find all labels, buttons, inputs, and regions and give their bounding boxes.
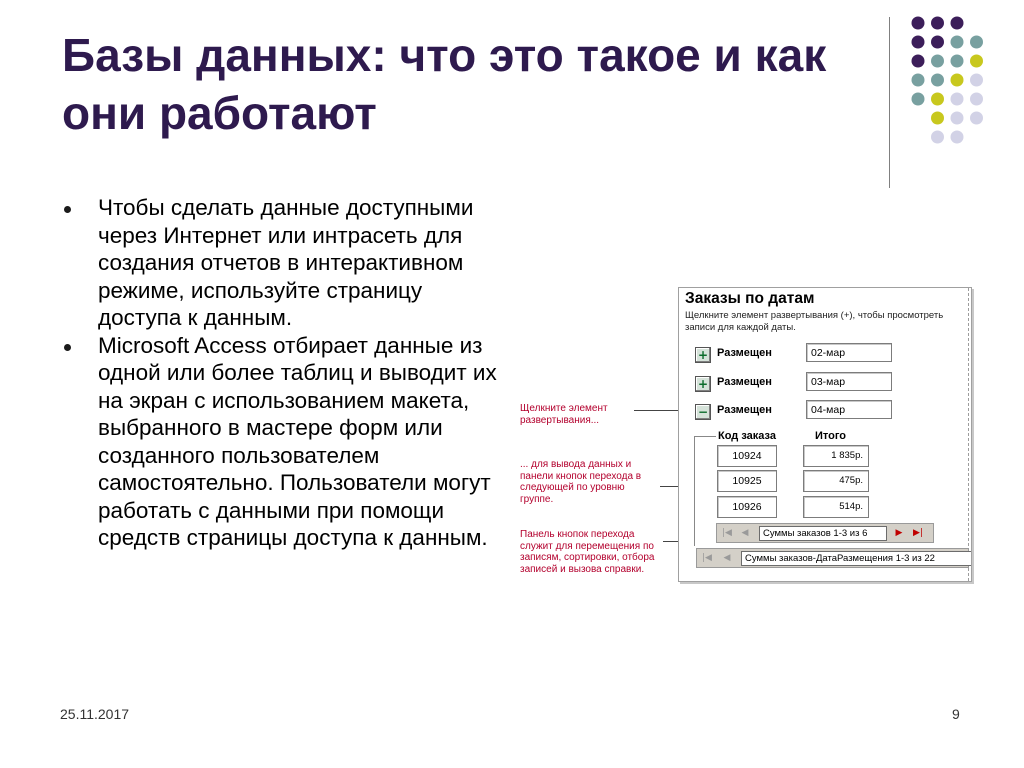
callout-inner-nav: ... для вывода данных и панели кнопок перехода в следующей по уровню группе. xyxy=(520,459,642,505)
expand-plus-icon[interactable]: + xyxy=(695,347,711,363)
group-label: Размещен xyxy=(717,376,772,388)
order-code-cell: 10925 xyxy=(717,470,777,492)
slide-page-number: 9 xyxy=(952,706,960,722)
previous-record-icon[interactable]: ◀ xyxy=(723,553,731,563)
outer-nav-status: Суммы заказов-ДатаРазмещения 1-3 из 22 xyxy=(741,551,972,566)
decorative-dot xyxy=(970,74,983,87)
decorative-dot xyxy=(970,36,983,49)
decorative-dot xyxy=(931,17,944,30)
data-access-page-screenshot xyxy=(678,287,972,582)
decorative-dot xyxy=(931,112,944,125)
decorative-dot xyxy=(912,17,925,30)
subgroup-frame-top xyxy=(694,436,716,437)
order-total-cell: 514р. xyxy=(803,496,869,518)
decorative-dot xyxy=(951,17,964,30)
order-total-cell: 1 835р. xyxy=(803,445,869,467)
decorative-dot xyxy=(970,112,983,125)
decorative-dot xyxy=(931,55,944,68)
decorative-dot xyxy=(912,36,925,49)
screenshot-scroll-edge xyxy=(968,288,971,581)
decorative-dot xyxy=(931,131,944,144)
expand-plus-icon[interactable]: + xyxy=(695,376,711,392)
inner-navigation-bar xyxy=(716,523,934,543)
bullet-list xyxy=(58,194,498,552)
bullet-item: Чтобы сделать данные доступными через Интернет или интрасеть для создания отчетов в интерактивном режиме, используйте страницу доступа к данным. xyxy=(58,194,498,332)
last-record-icon[interactable]: ▶| xyxy=(913,528,923,538)
column-header-total: Итого xyxy=(815,430,847,442)
group-value: 02-мар xyxy=(806,343,892,362)
order-code-cell: 10924 xyxy=(717,445,777,467)
group-value: 03-мар xyxy=(806,372,892,391)
decorative-dot xyxy=(951,36,964,49)
previous-record-icon[interactable]: ◀ xyxy=(741,528,749,538)
group-label: Размещен xyxy=(717,404,772,416)
first-record-icon[interactable]: |◀ xyxy=(722,528,732,538)
decorative-dot xyxy=(912,55,925,68)
order-code-cell: 10926 xyxy=(717,496,777,518)
inner-nav-status: Суммы заказов 1-3 из 6 xyxy=(759,526,887,541)
decorative-dot xyxy=(970,93,983,106)
decorative-dot xyxy=(912,93,925,106)
outer-navigation-bar xyxy=(696,548,969,568)
callout-expand: Щелкните элемент развертывания... xyxy=(520,403,608,426)
screenshot-title: Заказы по датам xyxy=(685,290,815,307)
decorative-dot xyxy=(931,93,944,106)
callout-outer-nav: Панель кнопок перехода служит для перемещения по записям, сортировки, отбора записей и вызова справки. xyxy=(520,529,655,575)
collapse-minus-icon[interactable]: − xyxy=(695,404,711,420)
decorative-dot xyxy=(970,55,983,68)
slide-date: 25.11.2017 xyxy=(60,706,130,722)
decorative-dot xyxy=(951,74,964,87)
screenshot-hint: Щелкните элемент развертывания (+), чтобы просмотреть записи для каждой даты. xyxy=(685,310,944,333)
order-total-cell: 475р. xyxy=(803,470,869,492)
decorative-dot xyxy=(912,74,925,87)
first-record-icon[interactable]: |◀ xyxy=(702,553,712,563)
group-label: Размещен xyxy=(717,347,772,359)
group-value: 04-мар xyxy=(806,400,892,419)
next-record-icon[interactable]: ▶ xyxy=(895,528,903,538)
decorative-dot xyxy=(931,74,944,87)
bullet-item: Microsoft Access отбирает данные из одной или более таблиц и выводит их на экран с использованием макета, выбранного в мастере форм или созданного пользователем самостоятельно. Пользователи могут работать с данными при помощи средств страницы доступа к данным. xyxy=(58,332,498,552)
slide-title: Базы данных: что это такое и как они работают xyxy=(62,29,827,139)
decorative-dot xyxy=(931,36,944,49)
column-header-code: Код заказа xyxy=(718,430,776,442)
decorative-dot xyxy=(951,93,964,106)
decorative-dot xyxy=(951,112,964,125)
decorative-dot xyxy=(951,131,964,144)
decorative-dot xyxy=(951,55,964,68)
